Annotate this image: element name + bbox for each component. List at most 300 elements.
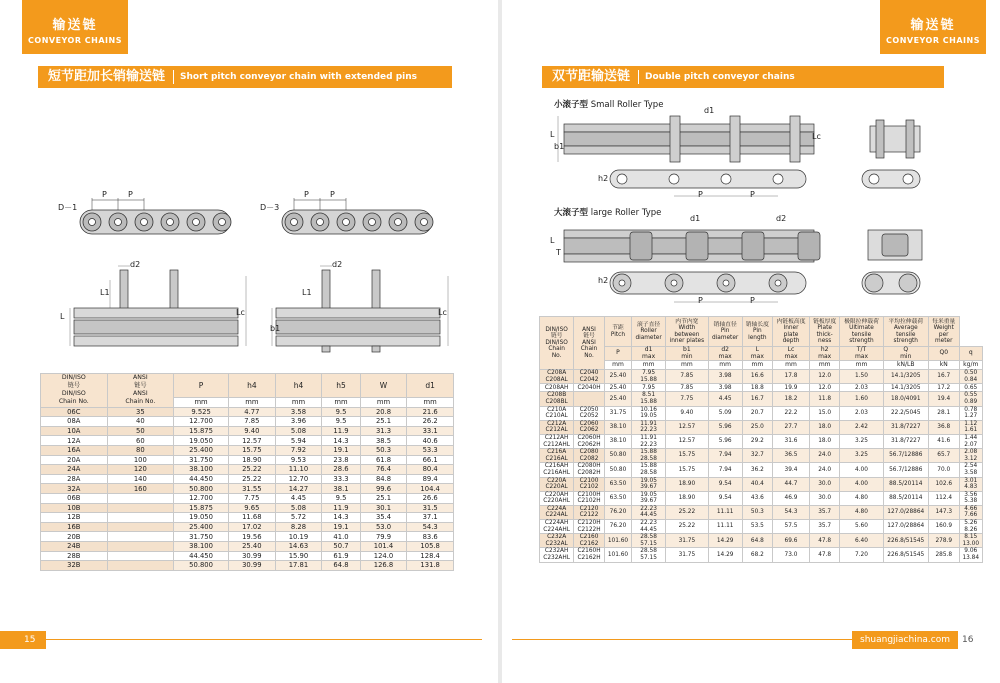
table-cell: 31.75 [666,534,709,548]
table-cell: 18.90 [666,477,709,491]
small-roller-en: Small Roller Type [590,100,664,110]
table-cell: 31.5 [407,503,454,513]
table-cell: 40.6 [407,436,454,446]
table-cell: 8.15 13.00 [959,534,982,548]
table-cell: 35.4 [360,513,407,523]
table-cell: 15.75 [666,463,709,477]
table-cell: 50.7 [322,541,360,551]
table-cell: 7.94 [708,463,742,477]
table-cell: 14.3 [322,436,360,446]
table-cell: 9.5 [322,493,360,503]
table-cell: 30.99 [229,551,276,561]
table-cell: 53.0 [360,522,407,532]
column-header: 每米重量 Weight per meter [928,317,959,347]
table-cell: 0.65 [959,384,982,392]
table-cell: 7.85 [666,384,709,392]
diagram-small-roller [550,106,930,202]
table-cell: 25.40 [604,392,631,406]
section-title-en-right: Double pitch conveyor chains [645,72,795,82]
label-d2-b: d2 [332,260,343,269]
table-row [41,417,454,427]
table-cell: 43.6 [742,491,773,505]
footer-right [502,631,1000,649]
table-cell: 31.75 [604,406,631,420]
table-cell: 30.0 [809,477,840,491]
table-cell: 15.88 28.58 [632,449,666,463]
table-cell: 44.450 [174,474,229,484]
label-small-lc: Lc [812,132,821,141]
table-cell: 10.19 [275,532,322,542]
table-row [540,534,983,548]
symbol-cell: P [604,347,631,361]
table-cell: 17.02 [229,522,276,532]
table-cell: 4.00 [840,477,883,491]
table-row [41,532,454,542]
table-cell: 06C [41,407,108,417]
table-cell: 5.72 [275,513,322,523]
table-cell: 9.40 [229,426,276,436]
table-cell: 17.8 [773,370,810,384]
table-cell: 31.750 [174,455,229,465]
symbol-cell: Q0 [928,347,959,361]
unit-cell: kN [928,361,959,370]
table-cell: 4.45 [708,392,742,406]
table-cell: 8.51 15.88 [632,392,666,406]
table-cell: 127.0/28864 [883,520,928,534]
table-cell: 7.20 [840,548,883,562]
table-cell: 24.0 [809,463,840,477]
table-cell: 19.050 [174,513,229,523]
label-d1: D－1 [58,203,78,212]
table-cell: 23.8 [322,455,360,465]
table-cell: 19.050 [174,436,229,446]
table-cell: C2040H [574,384,605,392]
table-cell: 12B [41,513,108,523]
table-row [540,449,983,463]
table-cell: 24.0 [809,449,840,463]
table-cell [107,532,174,542]
table-cell: 50.3 [742,505,773,519]
label-large-d1: d1 [690,214,701,223]
table-cell [107,541,174,551]
table-cell: 14.27 [275,484,322,494]
table-cell: 11.8 [809,392,840,406]
table-cell: C2100H C2102H [574,491,605,505]
table-cell: 50 [107,426,174,436]
table-cell: 7.95 [632,384,666,392]
table-cell: 11.11 [708,505,742,519]
label-small-l: L [550,130,555,139]
table-cell: 7.92 [275,445,322,455]
column-header: DIN/ISO 链号 DIN/ISO Chain No. [41,374,108,408]
label-large-t: T [556,248,561,257]
table-cell: 24A [41,465,108,475]
table-cell: 31.8/7227 [883,434,928,448]
table-cell: 131.8 [407,561,454,571]
table-cell: 83.6 [407,532,454,542]
table-cell: 3.96 [275,417,322,427]
table-cell: 29.2 [742,434,773,448]
table-row [540,406,983,420]
table-cell: 16A [41,445,108,455]
unit-cell: mm [360,398,407,408]
table-cell: 30.99 [229,561,276,571]
table-cell: 22.23 44.45 [632,505,666,519]
table-cell: 80 [107,445,174,455]
table-cell [107,522,174,532]
table-cell: 11.91 22.23 [632,420,666,434]
table-cell: 4.80 [840,491,883,505]
table-cell: 25.1 [360,417,407,427]
unit-cell: mm [275,398,322,408]
table-cell: 5.08 [275,503,322,513]
column-header: h4 [229,374,276,398]
table-cell: 18.90 [229,455,276,465]
table-cell: 80.4 [407,465,454,475]
table-cell: 19.1 [322,445,360,455]
table-cell: 19.9 [773,384,810,392]
header-row [41,374,454,398]
table-cell: 25.40 [604,384,631,392]
table-row [41,474,454,484]
table-row [41,522,454,532]
table-cell: 20.8 [360,407,407,417]
header-row [540,317,983,347]
table-cell: 100 [107,455,174,465]
table-cell: 35.7 [809,505,840,519]
table-cell: 2.42 [840,420,883,434]
label-large-p1: P [698,296,703,305]
table-cell: 64.8 [742,534,773,548]
table-cell: 25.400 [174,522,229,532]
table-cell: 11.91 22.23 [632,434,666,448]
table-cell: C2040 C2042 [574,370,605,384]
small-roller-title [554,98,663,110]
table-cell: 9.525 [174,407,229,417]
table-row [540,384,983,392]
table-row [41,493,454,503]
table-cell: 9.06 13.84 [959,548,982,562]
symbol-cell: L max [742,347,773,361]
label-lc: Lc [236,308,245,317]
table-cell: C232A C232AL [540,534,574,548]
column-header: ANSI 链号 ANSI Chain No. [107,374,174,408]
brand-en-right: CONVEYOR CHAINS [886,36,980,45]
table-cell: 63.50 [604,491,631,505]
table-cell: C2120 C2122 [574,505,605,519]
table-cell: 15.875 [174,503,229,513]
label-small-b1: b1 [554,142,565,151]
table-cell: 3.01 4.83 [959,477,982,491]
table-cell: C208A C208AL [540,370,574,384]
table-cell: 50.80 [604,449,631,463]
table-cell: 104.4 [407,484,454,494]
table-cell: 140 [107,474,174,484]
symbol-cell: q [959,347,982,361]
table-cell: 4.66 7.66 [959,505,982,519]
table-cell: 16.7 [928,370,959,384]
table-cell: 21.6 [407,407,454,417]
table-cell: 35.7 [809,520,840,534]
brand-tab-right [880,0,986,54]
table-cell: 18.0/4091 [883,392,928,406]
table-cell: 40 [107,417,174,427]
unit-cell: mm [809,361,840,370]
table-cell: 61.9 [322,551,360,561]
table-cell: 120 [107,465,174,475]
table-cell: 25.40 [604,370,631,384]
column-header: ANSI 链号 ANSI Chain No. [574,317,605,370]
table-row [41,455,454,465]
page-number-right: 16 [962,635,974,645]
table-cell: 12A [41,436,108,446]
table-cell: 3.98 [708,370,742,384]
left-page [0,0,498,683]
table-cell: 53.3 [407,445,454,455]
table-cell: C212AH C212AHL [540,434,574,448]
table-cell: 226.8/51545 [883,548,928,562]
table-cell: 7.95 15.88 [632,370,666,384]
table-cell: 14.1/3205 [883,370,928,384]
table-cell: 18.0 [809,434,840,448]
table-cell: 128.4 [407,551,454,561]
symbol-cell: d1 max [632,347,666,361]
table-cell: 1.50 [840,370,883,384]
table-cell: 1.60 [840,392,883,406]
table-cell: 0.78 1.27 [959,406,982,420]
table-cell: 39.4 [773,463,810,477]
table-cell: 14.29 [708,534,742,548]
table-cell: 2.03 [840,406,883,420]
page-number-left: 15 [0,631,46,649]
table-cell: 5.94 [275,436,322,446]
column-header: 内链板高度 Inner plate depth [773,317,810,347]
unit-cell: mm [632,361,666,370]
symbol-cell: Q min [883,347,928,361]
table-cell: 38.10 [604,420,631,434]
column-header: h4 [275,374,322,398]
table-cell: 25.22 [666,520,709,534]
table-cell: 53.5 [742,520,773,534]
table-cell [107,561,174,571]
table-cell: 84.8 [360,474,407,484]
table-cell: 16.6 [742,370,773,384]
unit-cell: mm [407,398,454,408]
table-cell: 0.55 0.89 [959,392,982,406]
table-cell: 1.12 1.61 [959,420,982,434]
table-cell: 25.22 [229,465,276,475]
table-row [41,484,454,494]
unit-cell: kg/m [959,361,982,370]
unit-cell: mm [174,398,229,408]
unit-cell: kN/LB [883,361,928,370]
table-cell: 2.03 [840,384,883,392]
table-cell: 57.5 [773,520,810,534]
table-cell: 3.56 5.38 [959,491,982,505]
table-cell: 9.54 [708,491,742,505]
table-cell: 76.20 [604,505,631,519]
table-cell: 11.9 [322,426,360,436]
table-cell: 17.2 [928,384,959,392]
unit-cell: mm [742,361,773,370]
table-cell: 28A [41,474,108,484]
table-row [540,520,983,534]
symbol-cell: Lc max [773,347,810,361]
table-cell: 31.55 [229,484,276,494]
unit-cell: mm [604,361,631,370]
table-cell: 126.8 [360,561,407,571]
table-cell: 46.9 [773,491,810,505]
table-cell: 160 [107,484,174,494]
table-cell: C2100 C2102 [574,477,605,491]
table-row [540,548,983,562]
table-cell: 26.2 [407,417,454,427]
label-small-p2: P [750,190,755,199]
table-cell: 8.28 [275,522,322,532]
table-cell: 69.6 [773,534,810,548]
table-cell: 19.56 [229,532,276,542]
table-cell: 19.05 39.67 [632,477,666,491]
table-cell: 50.80 [604,463,631,477]
table-cell: 54.3 [773,505,810,519]
table-cell: 70.0 [928,463,959,477]
table-cell: C212A C212AL [540,420,574,434]
table-cell: 36.8 [928,420,959,434]
table-cell: C2120H C2122H [574,520,605,534]
table-row [41,407,454,417]
table-cell: 112.4 [928,491,959,505]
table-cell: 2.54 3.58 [959,463,982,477]
table-cell: 76.4 [360,465,407,475]
table-cell: C220AH C220AHL [540,491,574,505]
column-header: 极限拉伸载荷 Ultimate tensile strength [840,317,883,347]
table-cell: 08A [41,417,108,427]
table-cell: 15.88 28.58 [632,463,666,477]
table-cell: 50.3 [360,445,407,455]
small-roller-cn: 小滚子型 [554,100,589,110]
table-cell: 16.7 [742,392,773,406]
label-small-h2: h2 [598,174,609,183]
diagram-d1 [58,190,250,356]
table-cell: 22.2 [773,406,810,420]
table-cell: 18.8 [742,384,773,392]
table-cell: 101.60 [604,548,631,562]
table-cell: 15.875 [174,426,229,436]
diagram-large-roller [550,214,930,310]
table-cell: 28.6 [322,465,360,475]
table-cell: 5.26 8.26 [959,520,982,534]
unit-row [540,361,983,370]
table-cell: 88.5/20114 [883,491,928,505]
table-cell: 44.450 [174,551,229,561]
table-cell [107,493,174,503]
table-cell: 44.7 [773,477,810,491]
table-cell: 11.11 [708,520,742,534]
section-title-en: Short pitch conveyor chain with extended pins [180,72,418,82]
table-cell: 12.57 [229,436,276,446]
table-cell: 5.96 [708,420,742,434]
column-header: 销轴直径 Pin diameter [708,317,742,347]
table-cell: 25.400 [174,445,229,455]
table-cell [107,513,174,523]
table-cell: 38.100 [174,541,229,551]
table-cell: 14.1/3205 [883,384,928,392]
table-cell: 31.750 [174,532,229,542]
label-p-3: P [304,190,309,199]
column-header: 销轴长度 Pin length [742,317,773,347]
brand-cn-right: 输送链 [910,18,956,33]
column-header: h5 [322,374,360,398]
label-large-d2: d2 [776,214,787,223]
table-cell: 101.60 [604,534,631,548]
table-cell: C216AH C216AHL [540,463,574,477]
table-cell: 147.3 [928,505,959,519]
table-cell: C2160H C2162H [574,548,605,562]
table-cell: 88.5/20114 [883,477,928,491]
table-cell: 5.08 [275,426,322,436]
table-cell: 26.6 [407,493,454,503]
column-header: 内节内宽 Width between inner plates [666,317,709,347]
table-cell: 31.6 [773,434,810,448]
section-title-left [38,66,452,88]
table-cell: C220A C220AL [540,477,574,491]
table-cell: 25.1 [360,493,407,503]
diagram-d3 [260,190,452,356]
table-cell: 10B [41,503,108,513]
table-cell: 73.0 [773,548,810,562]
symbol-cell: h2 max [809,347,840,361]
table-cell: 3.58 [275,407,322,417]
table-cell: 32.7 [742,449,773,463]
label-p-2: P [128,190,133,199]
table-cell: 63.50 [604,477,631,491]
table-cell: C232AH C232AHL [540,548,574,562]
table-cell: 3.98 [708,384,742,392]
table-cell: 31.75 [666,548,709,562]
table-row [540,392,983,406]
table-cell: C2050 C2052 [574,406,605,420]
table-cell: 30.0 [809,491,840,505]
table-cell: 65.7 [928,449,959,463]
table-cell: 36.5 [773,449,810,463]
table-cell: 10.16 19.05 [632,406,666,420]
table-cell: 5.96 [708,434,742,448]
label-l1-b: L1 [302,288,312,297]
column-header: 滚子直径 Roller diameter [632,317,666,347]
table-cell: C2160 C2162 [574,534,605,548]
table-cell: 101.4 [360,541,407,551]
label-l1: L1 [100,288,110,297]
table-cell: 33.1 [407,426,454,436]
table-cell: 30.1 [360,503,407,513]
table-cell: 1.44 2.07 [959,434,982,448]
table-cell: 15.75 [229,445,276,455]
table-cell: 27.7 [773,420,810,434]
table-cell: 56.7/12886 [883,449,928,463]
table-cell: 41.0 [322,532,360,542]
table-cell: 37.1 [407,513,454,523]
table-cell: C208B C208BL [540,392,574,406]
table-cell: 12.0 [809,384,840,392]
table-cell: 12.57 [666,434,709,448]
table-cell: 20B [41,532,108,542]
table-cell: 25.0 [742,420,773,434]
label-l: L [60,312,65,321]
table-row [41,541,454,551]
table-cell: 32B [41,561,108,571]
table-cell: 28.58 57.15 [632,548,666,562]
table-cell: 15.90 [275,551,322,561]
